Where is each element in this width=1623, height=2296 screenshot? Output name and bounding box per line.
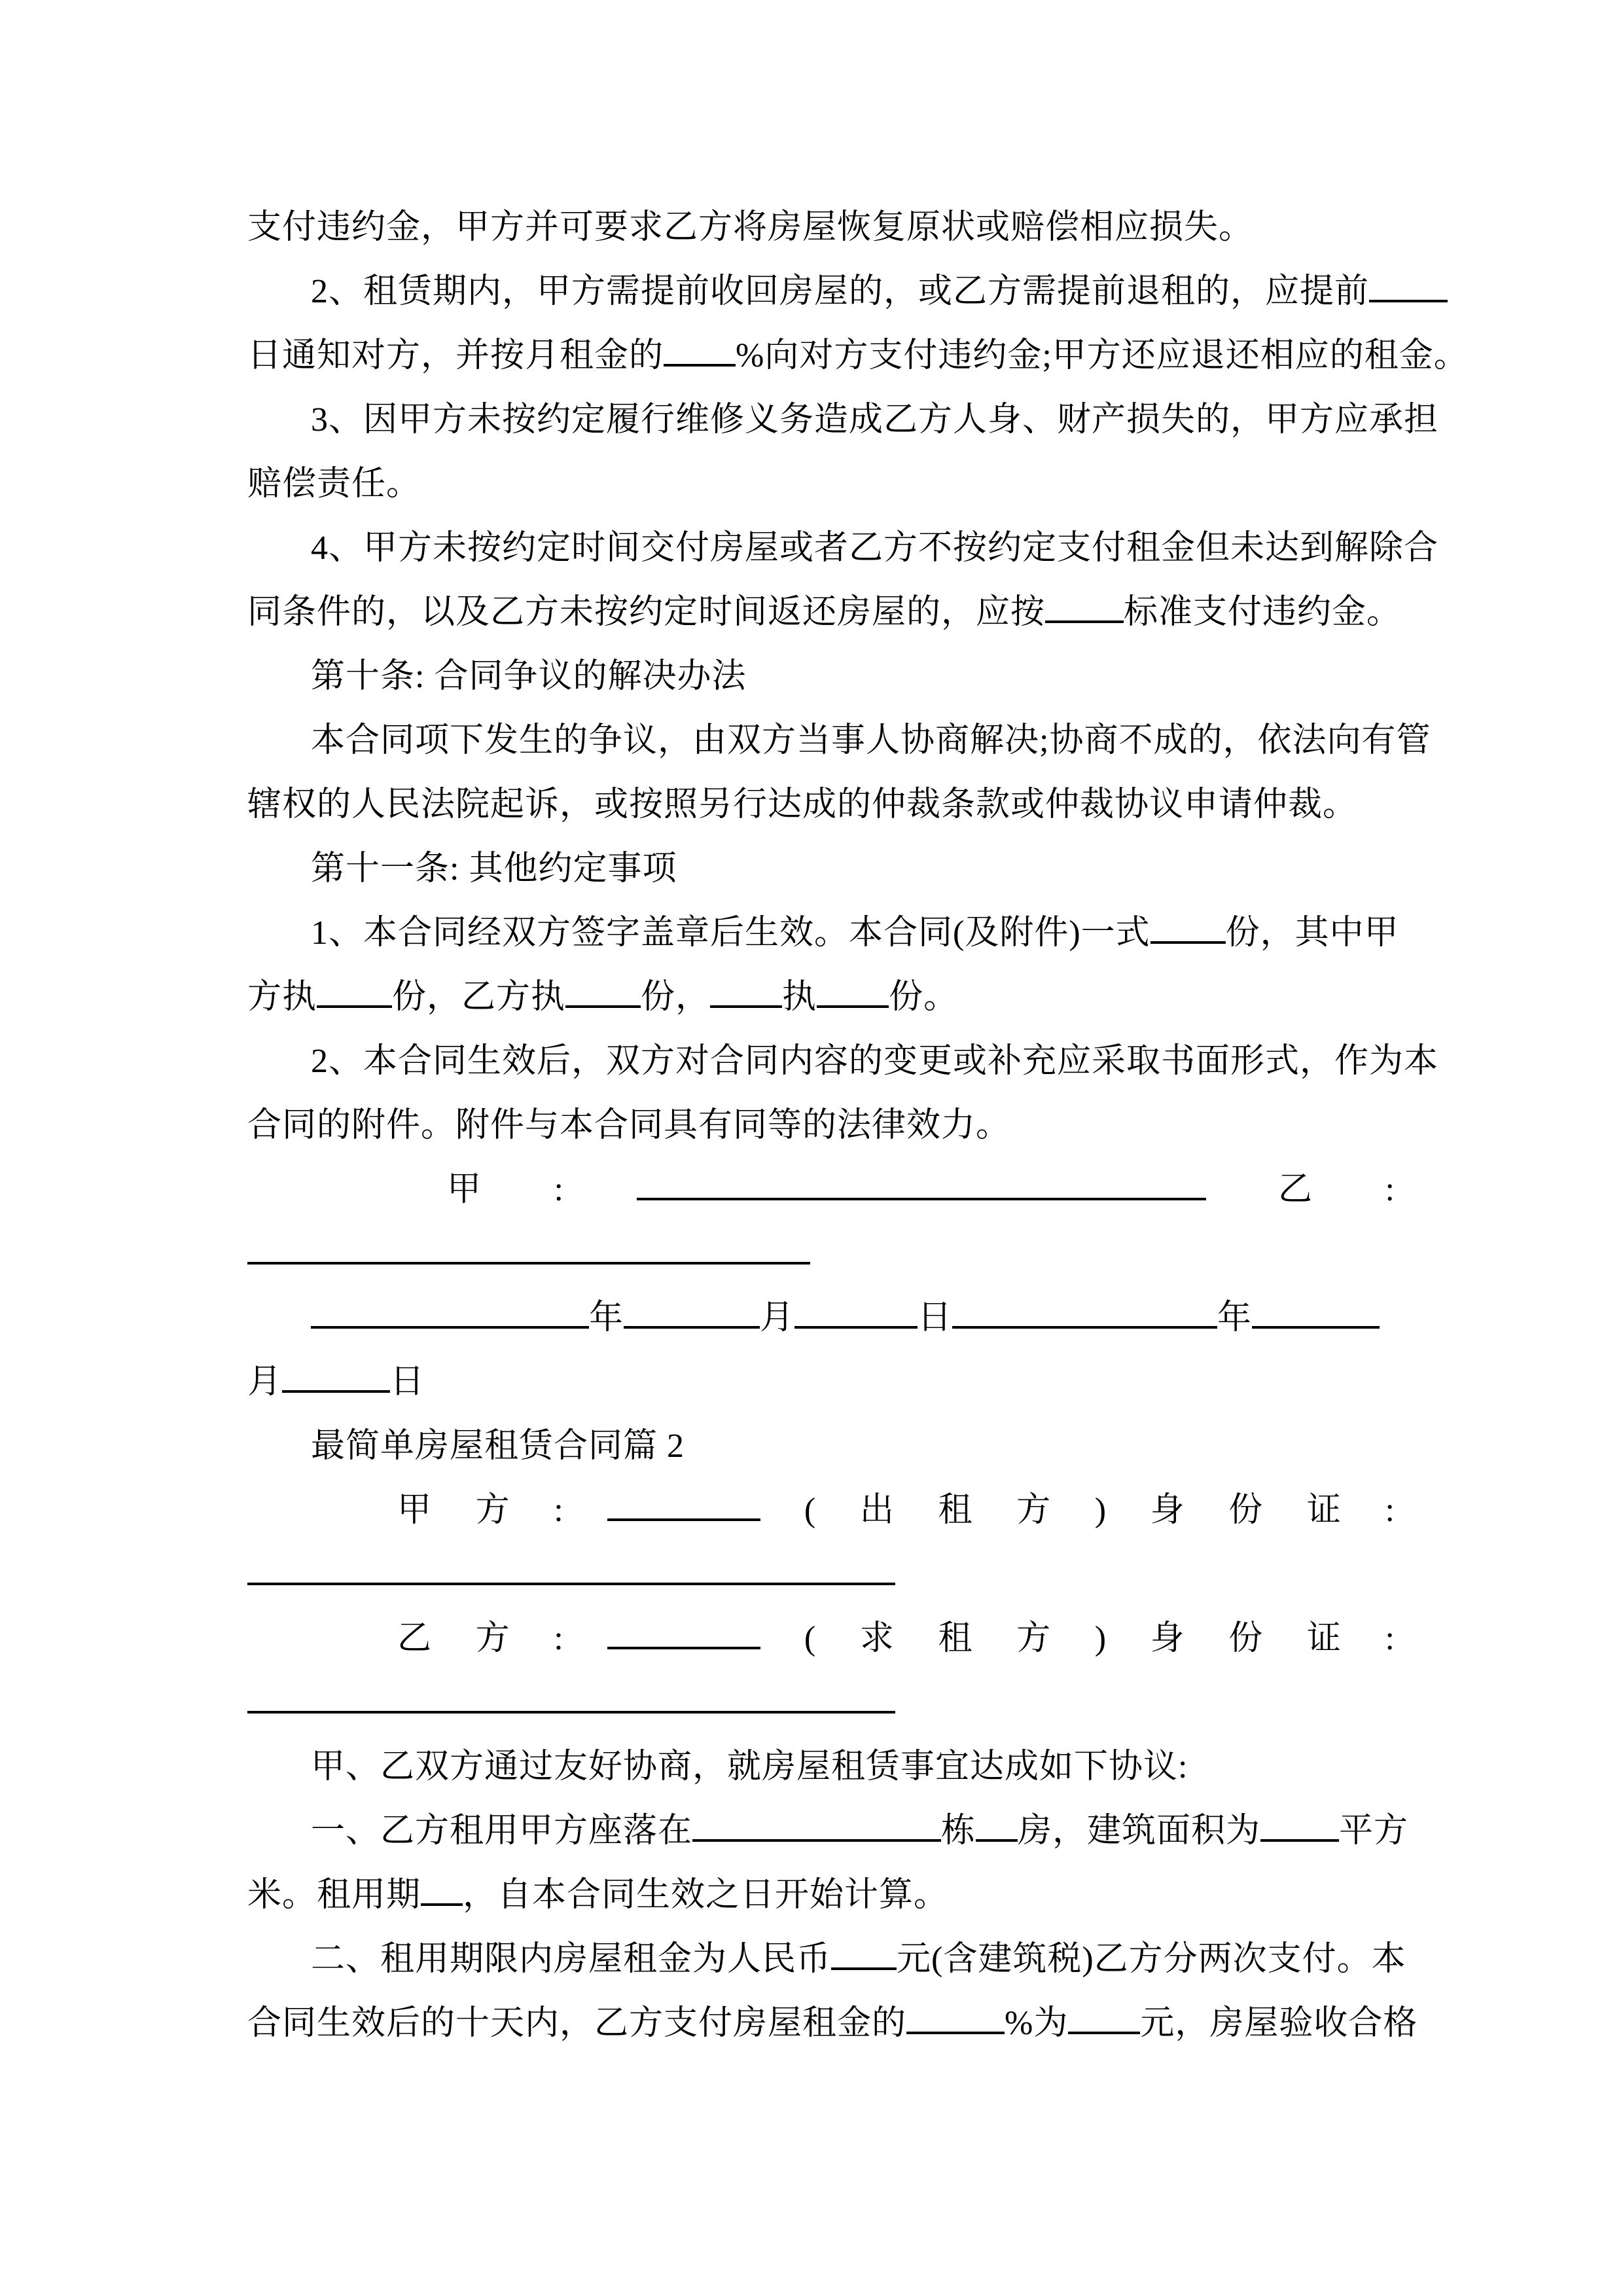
text-run: 身 [1150,1620,1185,1657]
document-line-28 [247,1928,1406,1992]
text-run: 1、本合同经双方签字盖章后生效。本合同(及附件)一式 [311,914,1150,952]
text-run: 证 [1306,1492,1342,1529]
document-line-8 [247,645,1395,709]
text-run: 合同生效后的十天内，乙方支付房屋租金的 [247,2005,907,2042]
document-line-27 [247,1863,1395,1928]
document-line-13 [247,965,1395,1030]
text-run: 米。租用期 [247,1876,421,1914]
document-line-3 [247,324,1469,388]
text-run: : [1385,1171,1395,1208]
text-run: ( [804,1492,817,1529]
text-run: : [1385,1492,1395,1529]
document-line-2 [247,260,1395,324]
text-run: : [554,1171,564,1208]
fill-in-blank-underline [1045,617,1124,623]
fill-in-blank-underline [952,1322,1217,1329]
text-run: : [1385,1620,1395,1657]
text-run: 份，乙方执 [392,978,566,1016]
text-run: 第十条: 合同争议的解决办法 [311,658,747,695]
text-run: 年 [1217,1299,1253,1336]
text-run: 日通知对方，并按月租金的 [247,337,664,374]
text-run: 求 [859,1620,895,1657]
text-run: 2、本合同生效后，双方对合同内容的变更或补充应采取书面形式，作为本 [311,1043,1439,1080]
text-run: 4、甲方未按约定时间交付房屋或者乙方不按约定支付租金但未达到解除合 [311,529,1439,567]
text-run: : [554,1620,564,1657]
text-run: 二、租用期限内房屋租金为人民币 [311,1941,832,1978]
text-run: 份。 [889,978,959,1016]
fill-in-blank-underline [247,1258,810,1265]
text-run: 乙 [1278,1171,1313,1208]
text-run: 执 [782,978,817,1016]
text-run: 房，建筑面积为 [1018,1812,1261,1850]
fill-in-blank-underline [421,1899,463,1906]
fill-in-blank-underline [976,1835,1018,1842]
text-run: 证 [1306,1620,1342,1657]
document-line-21 [397,1479,1395,1543]
text-run: 本合同项下发生的争议，由双方当事人协商解决;协商不成的，依法向有管 [311,722,1431,759]
fill-in-blank-underline [247,1579,895,1585]
text-run: 乙 [397,1620,433,1657]
text-run: 日 [390,1363,425,1401]
document-line-26 [247,1799,1409,1863]
text-run: 方 [1016,1620,1052,1657]
document-line-1 [247,196,1395,260]
text-run: 3、因甲方未按约定履行维修义务造成乙方人身、财产损失的，甲方应承担 [311,401,1439,439]
text-run: 日 [918,1299,953,1336]
text-run: 方 [1016,1492,1052,1529]
text-run: 元，房屋验收合格 [1140,2005,1418,2042]
text-run: 租 [938,1492,973,1529]
text-run: 出 [859,1492,895,1529]
document-line-24 [247,1671,1395,1735]
fill-in-blank-underline [906,2028,1005,2034]
fill-in-blank-underline [607,1643,760,1649]
text-run: 栋 [941,1812,976,1850]
fill-in-blank-underline [1252,1322,1380,1329]
text-run: 甲 [397,1492,433,1529]
document-line-20 [247,1414,1395,1479]
document-line-18 [247,1286,1395,1350]
text-run: : [554,1492,564,1529]
text-run: 元(含建筑税)乙方分两次支付。本 [897,1941,1406,1978]
text-run: 甲 [447,1171,482,1208]
fill-in-blank-underline [664,360,736,367]
text-run: %向对方支付违约金;甲方还应退还相应的租金。 [736,337,1469,374]
document-line-11 [247,837,1395,901]
text-run: 份 [1228,1620,1264,1657]
text-run: 最简单房屋租赁合同篇 2 [311,1427,685,1465]
fill-in-blank-underline [1068,2028,1140,2034]
document-line-9 [247,709,1431,773]
text-run: ) [1094,1620,1107,1657]
document-line-17 [247,1222,1395,1286]
text-run: 年 [589,1299,624,1336]
document-line-29 [247,1992,1418,2056]
document-body [247,196,1469,2056]
text-run: ) [1094,1492,1107,1529]
text-run: ，自本合同生效之日开始计算。 [463,1876,949,1914]
document-line-16 [447,1158,1395,1222]
fill-in-blank-underline [311,1322,589,1329]
text-run: 2、租赁期内，甲方需提前收回房屋的，或乙方需提前退租的，应提前 [311,273,1370,310]
text-run: 辖权的人民法院起诉，或按照另行达成的仲裁条款或仲裁协议申请仲裁。 [247,786,1358,823]
text-run: 平方 [1339,1812,1409,1850]
document-line-19 [247,1350,1395,1414]
text-run: ( [804,1620,817,1657]
document-line-6 [247,516,1439,581]
fill-in-blank-underline [692,1835,941,1842]
text-run: 方 [475,1620,510,1657]
text-run: 份，其中甲 [1225,914,1399,952]
fill-in-blank-underline [624,1322,760,1329]
document-line-10 [247,773,1395,837]
document-line-5 [247,452,1395,516]
document-line-15 [247,1094,1395,1158]
fill-in-blank-underline [817,1001,889,1008]
fill-in-blank-underline [317,1001,392,1008]
fill-in-blank-underline [710,1001,782,1008]
document-line-12 [247,901,1399,965]
document-line-4 [247,388,1439,452]
fill-in-blank-underline [637,1194,1206,1200]
fill-in-blank-underline [282,1386,390,1393]
fill-in-blank-underline [831,1964,897,1970]
fill-in-blank-underline [794,1322,918,1329]
text-run: %为 [1005,2005,1069,2042]
document-line-14 [247,1030,1439,1094]
text-run: 月 [760,1299,795,1336]
text-run: 赔偿责任。 [247,465,421,503]
fill-in-blank-underline [1150,937,1226,944]
fill-in-blank-underline [1260,1835,1339,1842]
fill-in-blank-underline [607,1515,760,1521]
text-run: 标准支付违约金。 [1124,594,1402,631]
text-run: 月 [247,1363,283,1401]
document-line-23 [397,1607,1395,1671]
fill-in-blank-underline [565,1001,641,1008]
text-run: 一、乙方租用甲方座落在 [311,1812,693,1850]
text-run: 支付违约金，甲方并可要求乙方将房屋恢复原状或赔偿相应损失。 [247,209,1254,246]
text-run: 甲、乙双方通过友好协商，就房屋租赁事宜达成如下协议: [311,1748,1188,1785]
text-run: 份 [1228,1492,1264,1529]
fill-in-blank-underline [1369,296,1448,302]
text-run: 租 [938,1620,973,1657]
text-run: 份， [641,978,711,1016]
text-run: 第十一条: 其他约定事项 [311,850,677,888]
text-run: 方 [475,1492,510,1529]
text-run: 方执 [247,978,317,1016]
document-line-22 [247,1543,1395,1607]
document-line-7 [247,581,1402,645]
text-run: 身 [1150,1492,1185,1529]
fill-in-blank-underline [247,1707,895,1713]
text-run: 同条件的，以及乙方未按约定时间返还房屋的，应按 [247,594,1046,631]
text-run: 合同的附件。附件与本合同具有同等的法律效力。 [247,1107,1011,1144]
document-line-25 [247,1735,1395,1799]
